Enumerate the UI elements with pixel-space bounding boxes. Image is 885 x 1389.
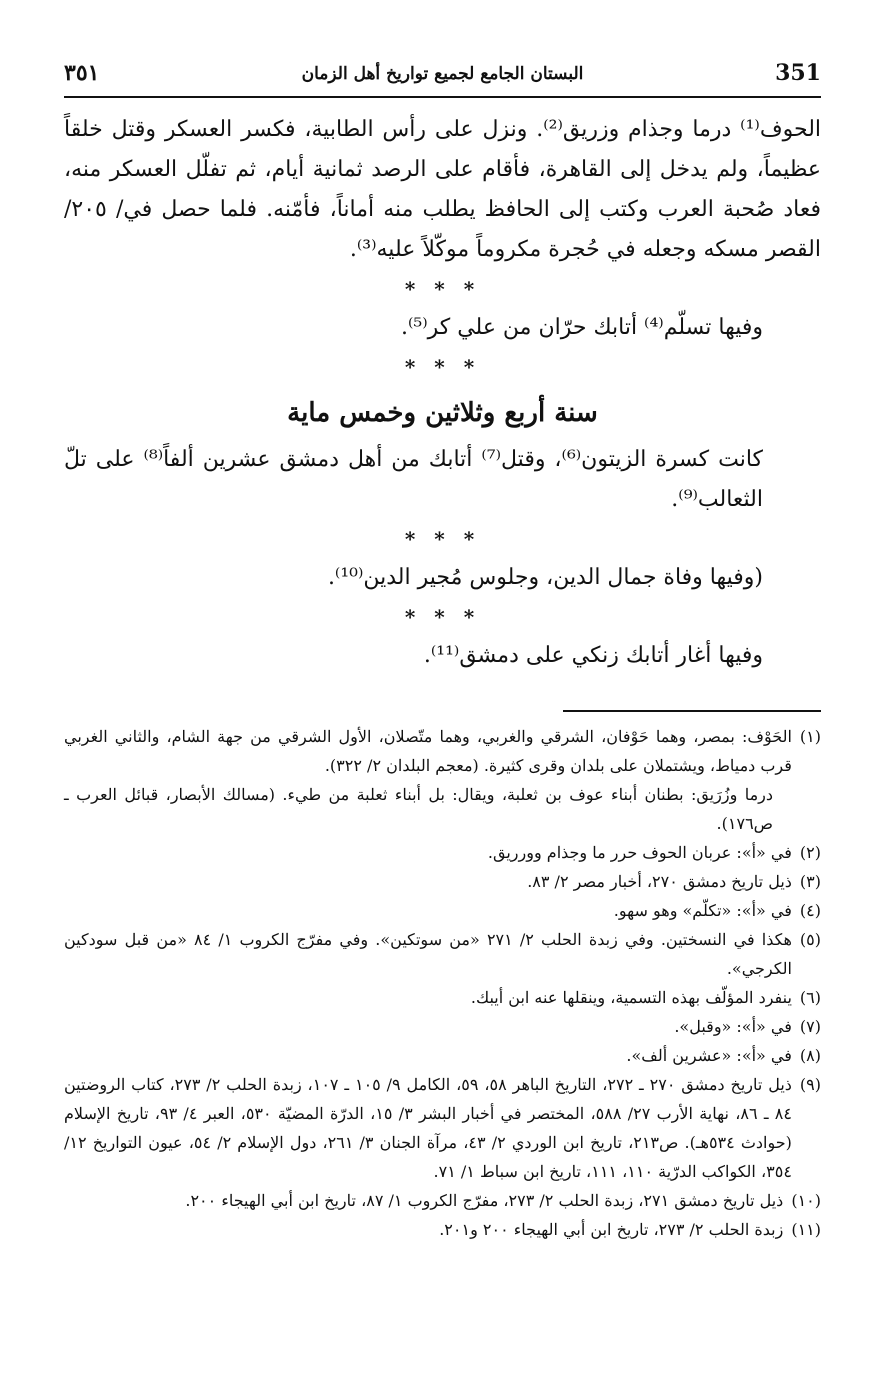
footnote-10 bbox=[64, 1186, 821, 1215]
paragraph-1: الحوف⁽¹⁾ درما وجذام وزريق⁽²⁾. ونزل على رأس الطابية، فكسر العسكر وقتل خلقاً عظيماً، ولم يدخل إلى القاهرة، فأقام على الرصد ثمانية أيام، ثم تفلّل العسكر منه، فعاد صُحبة العرب وكتب إلى الحافظ يطلب منه أماناً، فأمّنه. فلما حصل في/ ٢٠٥/ القصر مسكه وجعله في حُجرة مكروماً موكّلاً عليه⁽³⁾. bbox=[64, 117, 822, 262]
footnote-7 bbox=[64, 1012, 821, 1041]
footnote-number: (١١) bbox=[791, 1220, 821, 1239]
footnote-text: درما وزُرَيق: بطنان أبناء عوف بن ثعلبة، ويقال: بل أبناء ثعلبة من طيء. (مسالك الأبصار، قبائل العرب ـ ص١٧٦). bbox=[64, 785, 773, 833]
footnote-text: ينفرد المؤلّف بهذه التسمية، وينقلها عنه ابن أيبك. bbox=[470, 988, 792, 1007]
main-text bbox=[64, 110, 821, 676]
paragraph-3: كانت كسرة الزيتون⁽⁶⁾، وقتل⁽⁷⁾ أتابك من أهل دمشق عشرين ألفاً⁽⁸⁾ على تلّ الثعالب⁽⁹⁾. bbox=[64, 447, 764, 512]
footnote-text: في «أ»: «تكلّم» وهو سهو. bbox=[613, 901, 792, 920]
section-divider-2: * * * bbox=[404, 355, 481, 379]
footnote-number: (٢) bbox=[799, 843, 821, 862]
footnote-text: هكذا في النسختين. وفي زبدة الحلب ٢/ ٢٧١ «من سوتكين». وفي مفرّج الكروب ١/ ٨٤ «من قبل سودكين الكرجي». bbox=[64, 930, 792, 978]
paragraph-5: وفيها أغار أتابك زنكي على دمشق⁽¹¹⁾. bbox=[423, 643, 763, 668]
paragraph-4: (وفيها وفاة جمال الدين، وجلوس مُجير الدين⁽¹⁰⁾. bbox=[327, 565, 763, 590]
footnote-number: (٨) bbox=[799, 1046, 821, 1065]
footnote-text: ذيل تاريخ دمشق ٢٧١، زبدة الحلب ٢/ ٢٧٣، مفرّج الكروب ١/ ٨٧، تاريخ ابن أبي الهيجاء ٢٠٠. bbox=[185, 1191, 784, 1210]
footnote-text: ذيل تاريخ دمشق ٢٧٠ ـ ٢٧٢، التاريخ الباهر ٥٨، ٥٩، الكامل ٩/ ١٠٥ ـ ١٠٧، زبدة الحلب ٢/ ٢٧٣، كتاب الروضتين ٨٤ ـ ٨٦، نهاية الأرب ٢٧/ ٥٨٨، المختصر في أخبار البشر ٣/ ١٥، الدرّة المضيّة ٥٣٠، العبر ٤/ ٩٣، تاريخ الإسلام (حوادث ٥٣٤هـ). ص٢١٣، تاريخ ابن الوردي ٢/ ٤٣، مرآة الجنان ٣/ ٢٦١، دول الإسلام ٢/ ٥٤، عيون التواريخ ١٢/ ٣٥٤، الكواكب الدرّية ١١٠، ١١١، تاريخ ابن سباط ١/ ٧١. bbox=[64, 1075, 792, 1181]
footnote-text: في «أ»: عربان الحوف حرر ما وجذام وورريق. bbox=[487, 843, 792, 862]
footnote-number: (٧) bbox=[799, 1017, 821, 1036]
footnote-5 bbox=[64, 925, 821, 983]
footnote-number: (١٠) bbox=[791, 1191, 821, 1210]
footnote-text: زبدة الحلب ٢/ ٢٧٣، تاريخ ابن أبي الهيجاء ٢٠٠ و٢٠١. bbox=[439, 1220, 784, 1239]
footnote-text: ذيل تاريخ دمشق ٢٧٠، أخبار مصر ٢/ ٨٣. bbox=[527, 872, 792, 891]
footnote-number: (٣) bbox=[799, 872, 821, 891]
footnote-4 bbox=[64, 896, 821, 925]
footnote-text: في «أ»: «وقبل». bbox=[674, 1017, 792, 1036]
footnote-number: (١) bbox=[799, 727, 821, 746]
footnote-8 bbox=[64, 1041, 821, 1070]
footnote-1 bbox=[64, 722, 821, 780]
section-divider-1: * * * bbox=[404, 277, 481, 301]
footnote-6 bbox=[64, 983, 821, 1012]
footnote-text: الحَوْف: بمصر، وهما حَوْفان، الشرقي والغربي، وهما متّصلان، الأول الشرقي من جهة الشام، والثاني الغربي قرب دمياط، ويشتملان على بلدان وقرى كثيرة. (معجم البلدان ٢/ ٣٢٢). bbox=[64, 727, 792, 775]
page-number-latin: 351 bbox=[775, 60, 821, 86]
footnote-text: في «أ»: «عشرين ألف». bbox=[626, 1046, 792, 1065]
section-divider-4: * * * bbox=[404, 605, 481, 629]
footnote-number: (٩) bbox=[799, 1075, 821, 1094]
footnote-2 bbox=[64, 838, 821, 867]
footnote-9 bbox=[64, 1070, 821, 1186]
footnote-separator bbox=[563, 710, 821, 712]
footnote-1-continuation bbox=[64, 780, 821, 838]
footnote-number: (٤) bbox=[799, 901, 821, 920]
footnotes bbox=[64, 722, 821, 1244]
year-heading: سنة أربع وثلاثين وخمس ماية bbox=[287, 398, 598, 428]
footnote-number: (٥) bbox=[799, 930, 821, 949]
paragraph-2: وفيها تسلّم⁽⁴⁾ أتابك حرّان من علي كر⁽⁵⁾. bbox=[400, 315, 763, 340]
page-number-arabic: ٣٥١ bbox=[64, 60, 100, 86]
section-divider-3: * * * bbox=[404, 527, 481, 551]
book-title: البستان الجامع لجميع تواريخ أهل الزمان bbox=[301, 64, 584, 84]
running-header bbox=[64, 58, 821, 98]
footnote-3 bbox=[64, 867, 821, 896]
footnote-11 bbox=[64, 1215, 821, 1244]
footnote-number: (٦) bbox=[799, 988, 821, 1007]
